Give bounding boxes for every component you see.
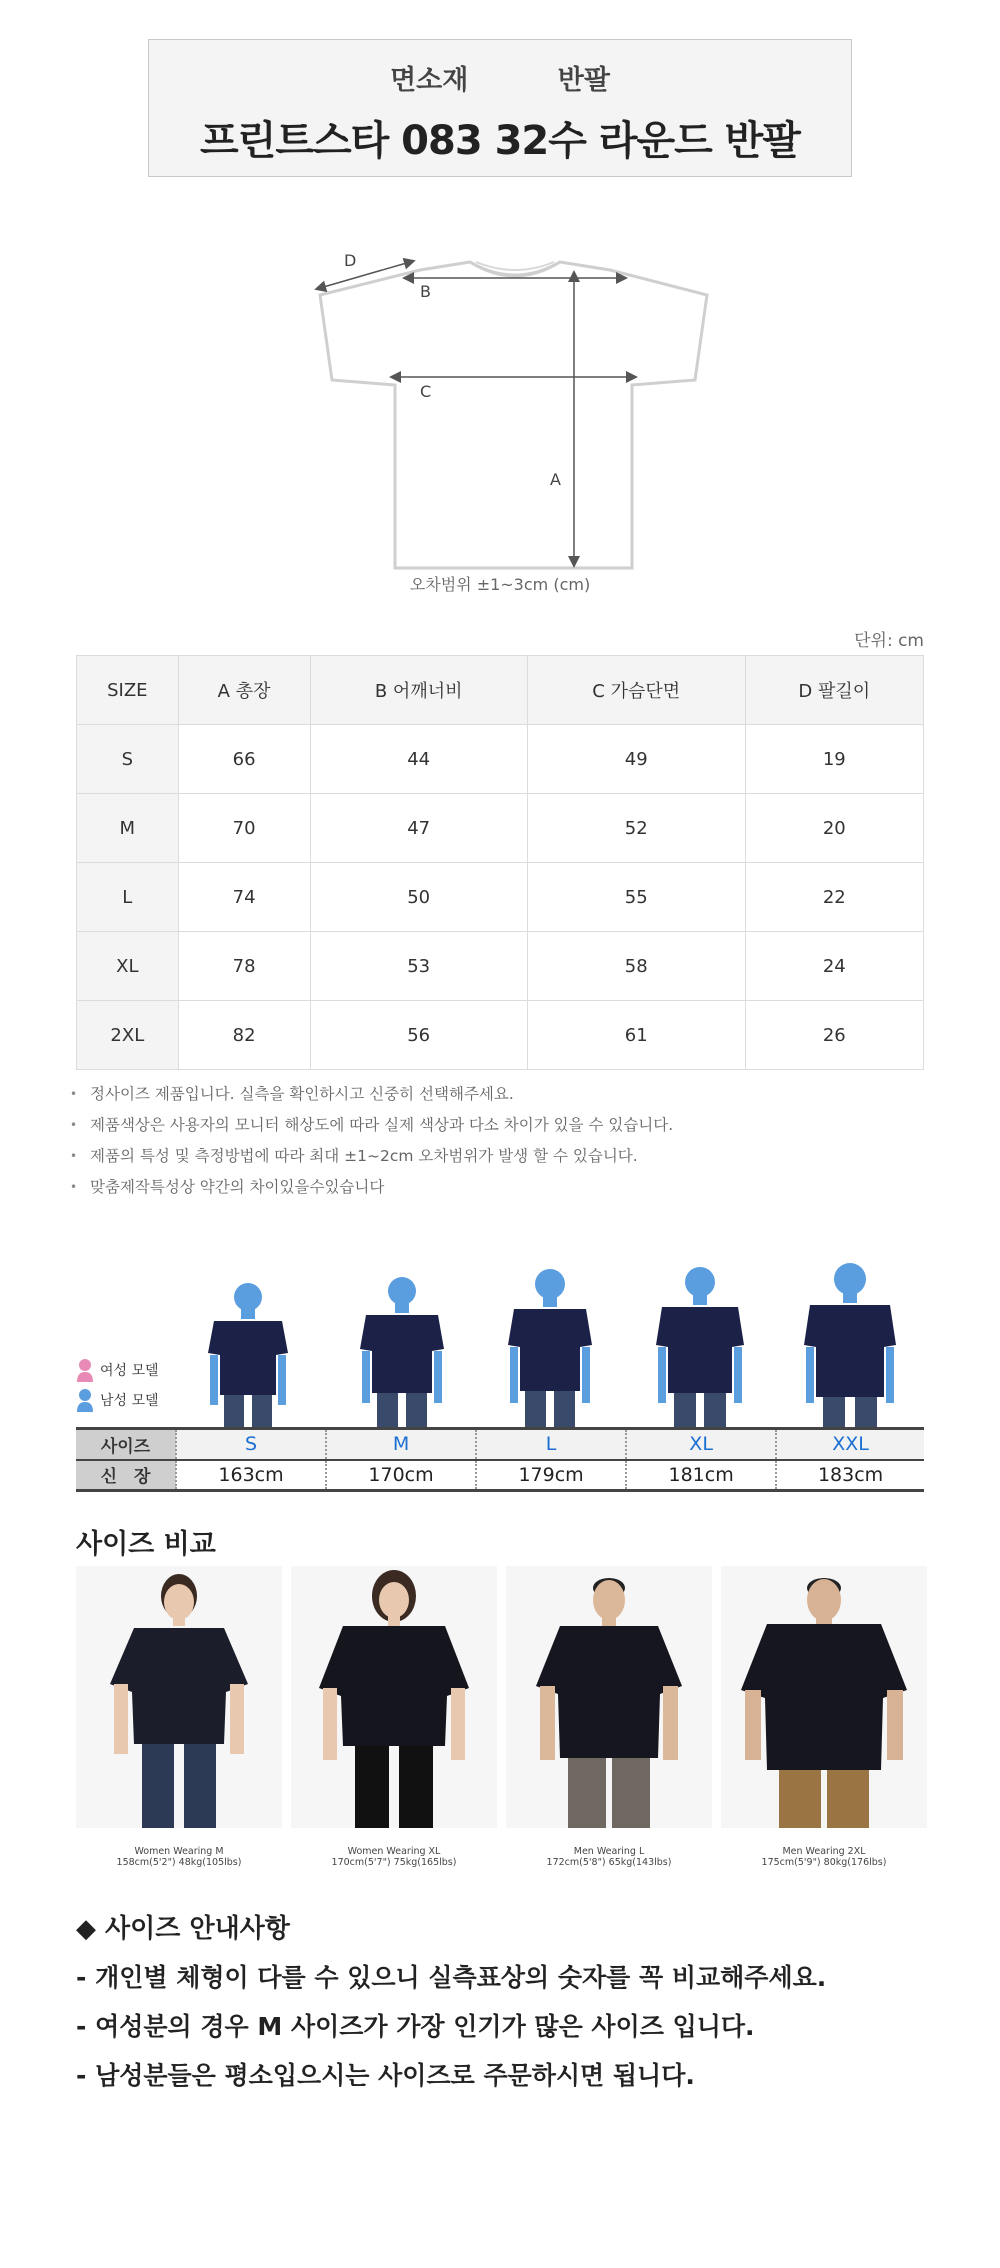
model-photo-women-xl: [291, 1566, 497, 1828]
guide-line: - 여성분의 경우 M 사이즈가 가장 인기가 많은 사이즈 입니다.: [76, 2012, 755, 2041]
photo-caption: Women Wearing M: [134, 1846, 224, 1857]
photo-caption-stats: 170cm(5'7") 75kg(165lbs): [331, 1857, 457, 1868]
comparison-photo: [76, 1566, 282, 1868]
comparison-photo: [506, 1566, 712, 1868]
note-item: • 제품색상은 사용자의 모니터 해상도에 따라 실제 색상과 다소 차이가 있을 수 있습니다.: [70, 1113, 673, 1144]
table-cell: 55: [527, 863, 745, 932]
model-height-row: [76, 1460, 924, 1491]
table-row: [77, 1001, 924, 1070]
comparison-title: 사이즈 비교: [76, 1529, 216, 1560]
table-cell: 61: [527, 1001, 745, 1070]
unit-label: 단위: cm: [854, 631, 924, 651]
model-size-table: [76, 1427, 924, 1492]
table-cell: 50: [310, 863, 527, 932]
table-cell: 47: [310, 794, 527, 863]
legend-male: [76, 1385, 159, 1415]
model-photo-men-l: [506, 1566, 712, 1828]
note-item: • 정사이즈 제품입니다. 실측을 확인하시고 신중히 선택해주세요.: [70, 1082, 673, 1113]
photo-caption-stats: 158cm(5'2") 48kg(105lbs): [116, 1857, 242, 1868]
col-d-sleeve: D 팔길이: [745, 656, 923, 725]
product-title: 프린트스타 083 32수 라운드 반팔: [200, 118, 800, 164]
model-height: 183cm: [776, 1460, 924, 1491]
model-photo-women-m: [76, 1566, 282, 1828]
model-figure-m: [360, 1277, 444, 1427]
label-c: C: [420, 382, 432, 401]
comparison-photo: [291, 1566, 497, 1868]
photo-caption: Women Wearing XL: [347, 1846, 441, 1857]
model-height: 181cm: [626, 1460, 776, 1491]
product-title-box: [148, 39, 852, 177]
male-model-icon: [76, 1388, 94, 1412]
table-cell: 53: [310, 932, 527, 1001]
col-a-length: A 총장: [178, 656, 310, 725]
table-cell: 56: [310, 1001, 527, 1070]
table-cell: 19: [745, 725, 923, 794]
model-height: 163cm: [176, 1460, 326, 1491]
model-figure-l: [508, 1269, 592, 1427]
table-cell: 82: [178, 1001, 310, 1070]
col-c-chest: C 가슴단면: [527, 656, 745, 725]
table-row: [77, 794, 924, 863]
title-tags: [149, 58, 851, 97]
table-cell: 26: [745, 1001, 923, 1070]
sleeve-tag: 반팔: [557, 65, 610, 96]
size-cell: XL: [77, 932, 179, 1001]
comparison-photo: [721, 1566, 927, 1868]
label-b: B: [420, 282, 431, 301]
table-row: [77, 932, 924, 1001]
size-cell: 2XL: [77, 1001, 179, 1070]
table-cell: 44: [310, 725, 527, 794]
size-cell: S: [77, 725, 179, 794]
comparison-photos: [76, 1566, 930, 1868]
table-cell: 70: [178, 794, 310, 863]
label-a: A: [550, 470, 561, 489]
model-size: L: [476, 1429, 626, 1460]
size-row-label: 사이즈: [76, 1429, 176, 1460]
model-size: M: [326, 1429, 476, 1460]
size-cell: L: [77, 863, 179, 932]
female-model-icon: [76, 1358, 94, 1382]
model-size: S: [176, 1429, 326, 1460]
guide-line: - 남성분들은 평소입으시는 사이즈로 주문하시면 됩니다.: [76, 2061, 695, 2090]
table-cell: 52: [527, 794, 745, 863]
height-row-label: 신 장: [76, 1460, 176, 1491]
col-b-shoulder: B 어깨너비: [310, 656, 527, 725]
col-size: SIZE: [77, 656, 179, 725]
size-cell: M: [77, 794, 179, 863]
model-photo-men-2xl: [721, 1566, 927, 1828]
table-cell: 74: [178, 863, 310, 932]
table-cell: 24: [745, 932, 923, 1001]
size-table-header: [77, 656, 924, 725]
model-height: 170cm: [326, 1460, 476, 1491]
table-cell: 20: [745, 794, 923, 863]
table-cell: 22: [745, 863, 923, 932]
table-cell: 49: [527, 725, 745, 794]
label-d: D: [344, 251, 357, 270]
model-height: 179cm: [476, 1460, 626, 1491]
table-cell: 66: [178, 725, 310, 794]
size-table: [76, 655, 924, 1070]
tshirt-measure-diagram: [310, 240, 710, 610]
guide-title: ◆ 사이즈 안내사항: [76, 1914, 290, 1944]
tolerance-note: 오차범위 ±1~3cm (cm): [409, 575, 591, 594]
model-size-row: [76, 1429, 924, 1460]
legend-female: [76, 1355, 159, 1385]
model-figure-xl: [656, 1267, 744, 1427]
photo-caption-stats: 172cm(5'8") 65kg(143lbs): [546, 1857, 672, 1868]
size-notes: [70, 1082, 673, 1206]
note-item: • 맞춤제작특성상 약간의 차이있을수있습니다: [70, 1175, 673, 1206]
photo-caption: Men Wearing 2XL: [782, 1846, 866, 1857]
photo-caption-stats: 175cm(5'9") 80kg(176lbs): [761, 1857, 887, 1868]
model-figure-xxl: [804, 1263, 896, 1427]
material-tag: 면소재: [390, 65, 469, 96]
table-cell: 58: [527, 932, 745, 1001]
model-figure-s: [208, 1283, 288, 1427]
legend-female-label: 여성 모델: [100, 1363, 159, 1379]
size-guide: [76, 1908, 826, 2105]
photo-caption: Men Wearing L: [573, 1846, 645, 1857]
model-legend: [76, 1355, 159, 1415]
model-size: XXL: [776, 1429, 924, 1460]
model-size: XL: [626, 1429, 776, 1460]
table-row: [77, 863, 924, 932]
guide-line: - 개인별 체형이 다를 수 있으니 실측표상의 숫자를 꼭 비교해주세요.: [76, 1963, 827, 1992]
legend-male-label: 남성 모델: [100, 1393, 159, 1409]
table-cell: 78: [178, 932, 310, 1001]
note-item: • 제품의 특성 및 측정방법에 따라 최대 ±1~2cm 오차범위가 발생 할 수 있습니다.: [70, 1144, 673, 1175]
table-row: [77, 725, 924, 794]
